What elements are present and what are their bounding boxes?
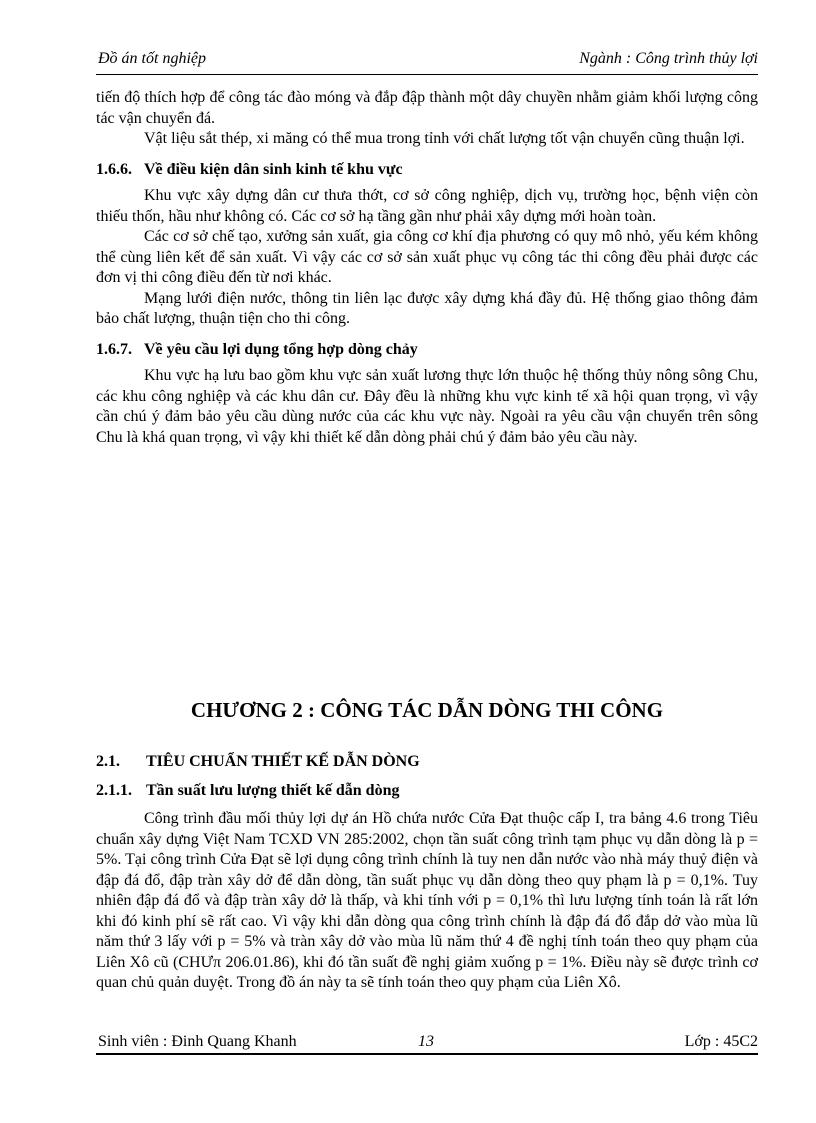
header-left-text: Đồ án tốt nghiệp [98,50,206,67]
header-right-text: Ngành : Công trình thủy lợi [579,50,758,67]
heading-1-6-7-number: 1.6.7. [96,340,132,358]
heading-1-6-6-number: 1.6.6. [96,160,132,178]
paragraph-continuation: tiến độ thích hợp để công tác đào móng và đắp đập thành một dây chuyền nhằm giảm khối lượng công tác vận chuyển đá. [96,89,758,127]
paragraph-materials: Vật liệu sắt thép, xi măng có thể mua trong tỉnh với chất lượng tốt vận chuyển cũng thuận lợi. [144,130,745,147]
footer-page-number: 13 [418,1033,434,1050]
heading-2-1 [96,752,758,773]
paragraph-downstream: Khu vực hạ lưu bao gồm khu vực sản xuất lương thực lớn thuộc hệ thống thủy nông sông Chu, các khu công nghiệp và các khu dân cư. Đây đều là những khu vực kinh tế xã hội quan trọng, vì vậy cần chú ý đảm bảo yêu cầu dùng nước của các khu vực này. Ngoài ra yêu cầu vận chuyển trên sông Chu là khá quan trọng, vì vậy khi thiết kế dẫn dòng phải chú ý đảm bảo yêu cầu này. [96,367,758,446]
heading-1-6-7 [96,340,758,361]
page-footer [96,1033,758,1055]
heading-1-6-7-title: Về yêu cầu lợi dụng tổng hợp dòng chảy [144,340,418,358]
footer-class: Lớp : 45C2 [684,1033,758,1050]
paragraph-infrastructure: Mạng lưới điện nước, thông tin liên lạc được xây dựng khá đầy đủ. Hệ thống giao thông đảm bảo chất lượng, thuận tiện cho thi công. [96,289,758,327]
section-1-6-body [96,88,758,448]
heading-2-1-title: TIÊU CHUẨN THIẾT KẾ DẪN DÒNG [146,753,420,770]
footer-student-name: Sinh viên : Đinh Quang Khanh [98,1033,297,1050]
heading-2-1-1 [96,781,758,802]
heading-1-6-6 [96,160,758,181]
paragraph-workshops: Các cơ sở chế tạo, xưởng sản xuất, gia công cơ khí địa phương có quy mô nhỏ, yếu kém không thể cùng liên kết để sản xuất. Vì vậy các cơ sở sản xuất phục vụ công tác thi công đều phải được các đơn vị thi công điều đến từ nơi khác. [96,228,758,286]
paragraph-design-frequency: Công trình đầu mối thủy lợi dự án Hồ chứa nước Cửa Đạt thuộc cấp I, tra bảng 4.6 trong Tiêu chuẩn xây dựng Việt Nam TCXD VN 285:2002, chọn tần suất công trình tạm phục vụ dẫn dòng là p = 5%. Tại công trình Cửa Đạt sẽ lợi dụng công trình chính là tuy nen dẫn nước vào nhà máy thuỷ điện và đập đá đổ, đập tràn xây dở để dẫn dòng, tần suất phục vụ dẫn dòng theo quy phạm là p = 0,1%. Tuy nhiên đập đá đổ và đập tràn xây dở là thấp, và khi tính với p = 0,1% thì lưu lượng tính toán là rất lớn khi đó kinh phí sẽ rất cao. Vì vậy khi dẫn dòng qua công trình chính là đập đá đổ đắp dở vào mùa lũ năm thứ 3 lấy với p = 5% và tràn xây dở vào mùa lũ năm thứ 4 đề nghị tính toán theo quy phạm của Liên Xô cũ (CHƯπ 206.01.86), khi đó tần suất đề nghị giảm xuống p = 1%. Điều này sẽ được trình cơ quan chủ quản duyệt. Trong đồ án này ta sẽ tính toán theo quy phạm của Liên Xô. [96,810,758,991]
paragraph-population: Khu vực xây dựng dân cư thưa thớt, cơ sở công nghiệp, dịch vụ, trường học, bệnh viện còn thiếu thốn, hầu như không có. Các cơ sở hạ tầng gần như phải xây dựng mới hoàn toàn. [96,187,758,225]
heading-2-1-1-title: Tần suất lưu lượng thiết kế dẫn dòng [146,781,400,799]
heading-2-1-number: 2.1. [96,753,120,770]
section-2-1-body [96,752,758,994]
page-header [96,48,758,75]
chapter-title: CHƯƠNG 2 : CÔNG TÁC DẪN DÒNG THI CÔNG [190,698,664,722]
heading-1-6-6-title: Về điều kiện dân sinh kinh tế khu vực [144,160,403,178]
heading-2-1-1-number: 2.1.1. [96,781,132,799]
